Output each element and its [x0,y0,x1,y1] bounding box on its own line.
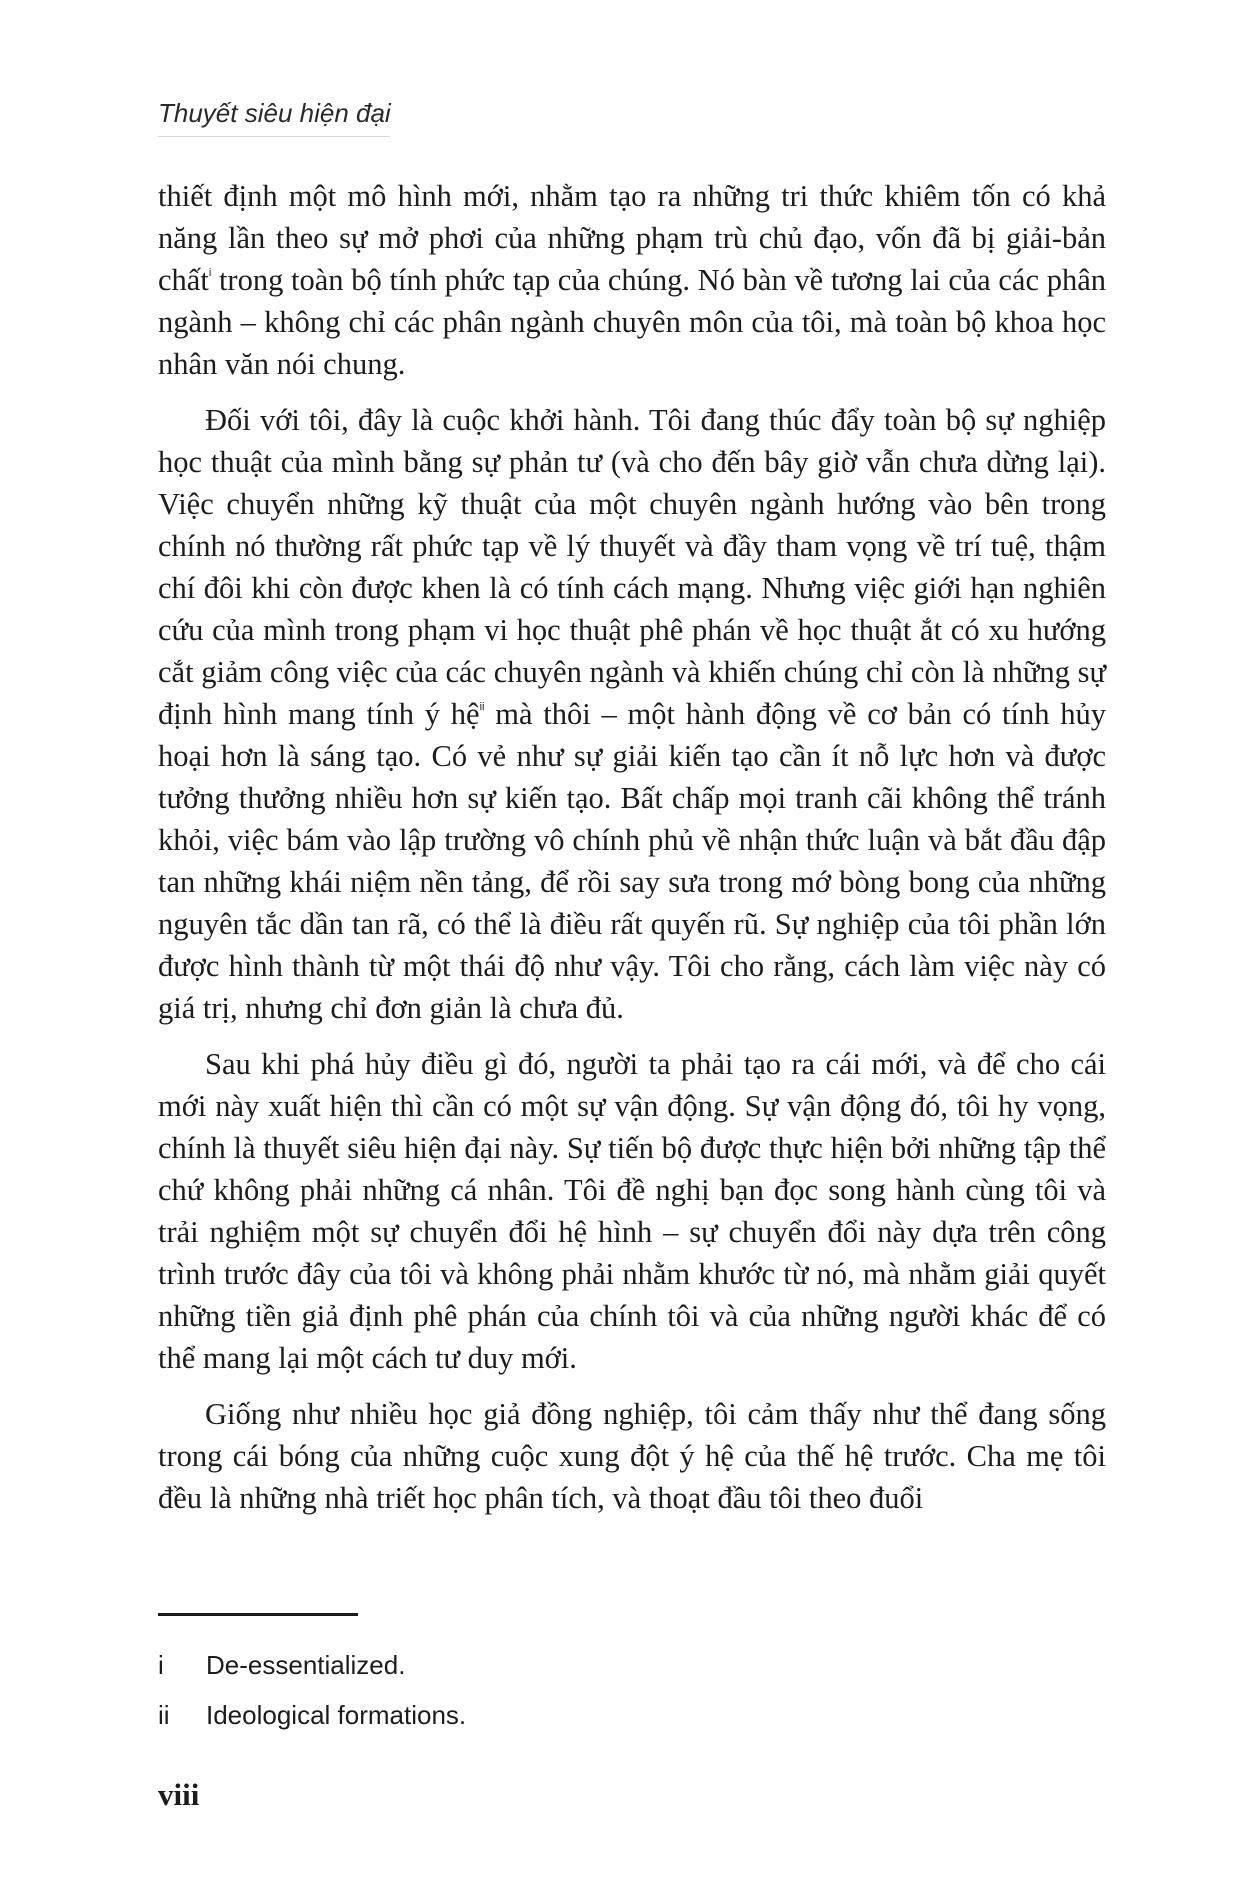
body-text [158,175,1106,1533]
paragraph-1-text-b: trong toàn bộ tính phức tạp của chúng. Nó bàn về tương lai của các phân ngành – không chỉ các phân ngành chuyên môn của tôi, mà toàn bộ khoa học nhân văn nói chung. [158,263,1106,381]
footnote-ref-ii: ii [479,701,485,713]
footnotes [158,1640,466,1740]
footnote-mark: i [158,1649,164,1680]
paragraph-2 [158,399,1106,1029]
paragraph-3: Sau khi phá hủy điều gì đó, người ta phải tạo ra cái mới, và để cho cái mới này xuất hiện thì cần có một sự vận động. Sự vận động đó, tôi hy vọng, chính là thuyết siêu hiện đại này. Sự tiến bộ được thực hiện bởi những tập thể chứ không phải những cá nhân. Tôi đề nghị bạn đọc song hành cùng tôi và trải nghiệm một sự chuyển đổi hệ hình – sự chuyển đổi này dựa trên công trình trước đây của tôi và không phải nhằm khước từ nó, mà nhằm giải quyết những tiền giả định phê phán của chính tôi và của những người khác để có thể mang lại một cách tư duy mới. [158,1047,1106,1375]
footnote-ii [158,1690,466,1740]
page-number: viii [158,1777,200,1812]
footnote-rule [158,1613,358,1616]
footnote-text: De-essentialized. [206,1649,406,1680]
paragraph-1 [158,175,1106,385]
running-header: Thuyết siêu hiện đại [158,98,391,128]
header-rule [158,136,390,137]
paragraph-2-text-a: Đối với tôi, đây là cuộc khởi hành. Tôi đang thúc đẩy toàn bộ sự nghiệp học thuật của mình bằng sự phản tư (và cho đến bây giờ vẫn chưa dừng lại). Việc chuyển những kỹ thuật của một chuyên ngành hướng vào bên trong chính nó thường rất phức tạp về lý thuyết và đầy tham vọng về trí tuệ, thậm chí đôi khi còn được khen là có tính cách mạng. Nhưng việc giới hạn nghiên cứu của mình trong phạm vi học thuật phê phán về học thuật ắt có xu hướng cắt giảm công việc của các chuyên ngành và khiến chúng chỉ còn là những sự định hình mang tính ý hệ [158,403,1106,731]
footnote-i [158,1640,466,1690]
paragraph-1-text-a: thiết định một mô hình mới, nhằm tạo ra những tri thức khiêm tốn có khả năng lần theo sự mở phơi của những phạm trù chủ đạo, vốn đã bị giải-bản chất [158,179,1106,297]
paragraph-2-text-b: mà thôi – một hành động về cơ bản có tính hủy hoại hơn là sáng tạo. Có vẻ như sự giải kiến tạo cần ít nỗ lực hơn và được tưởng thưởng nhiều hơn sự kiến tạo. Bất chấp mọi tranh cãi không thể tránh khỏi, việc bám vào lập trường vô chính phủ về nhận thức luận và bắt đầu đập tan những khái niệm nền tảng, để rồi say sưa trong mớ bòng bong của những nguyên tắc dần tan rã, có thể là điều rất quyến rũ. Sự nghiệp của tôi phần lớn được hình thành từ một thái độ như vậy. Tôi cho rằng, cách làm việc này có giá trị, nhưng chỉ đơn giản là chưa đủ. [158,697,1106,1025]
footnote-ref-i: i [208,267,212,279]
footnote-mark: ii [158,1699,170,1730]
footnote-text: Ideological formations. [206,1699,467,1730]
paragraph-4: Giống như nhiều học giả đồng nghiệp, tôi cảm thấy như thể đang sống trong cái bóng của những cuộc xung đột ý hệ của thế hệ trước. Cha mẹ tôi đều là những nhà triết học phân tích, và thoạt đầu tôi theo đuổi [158,1397,1106,1515]
